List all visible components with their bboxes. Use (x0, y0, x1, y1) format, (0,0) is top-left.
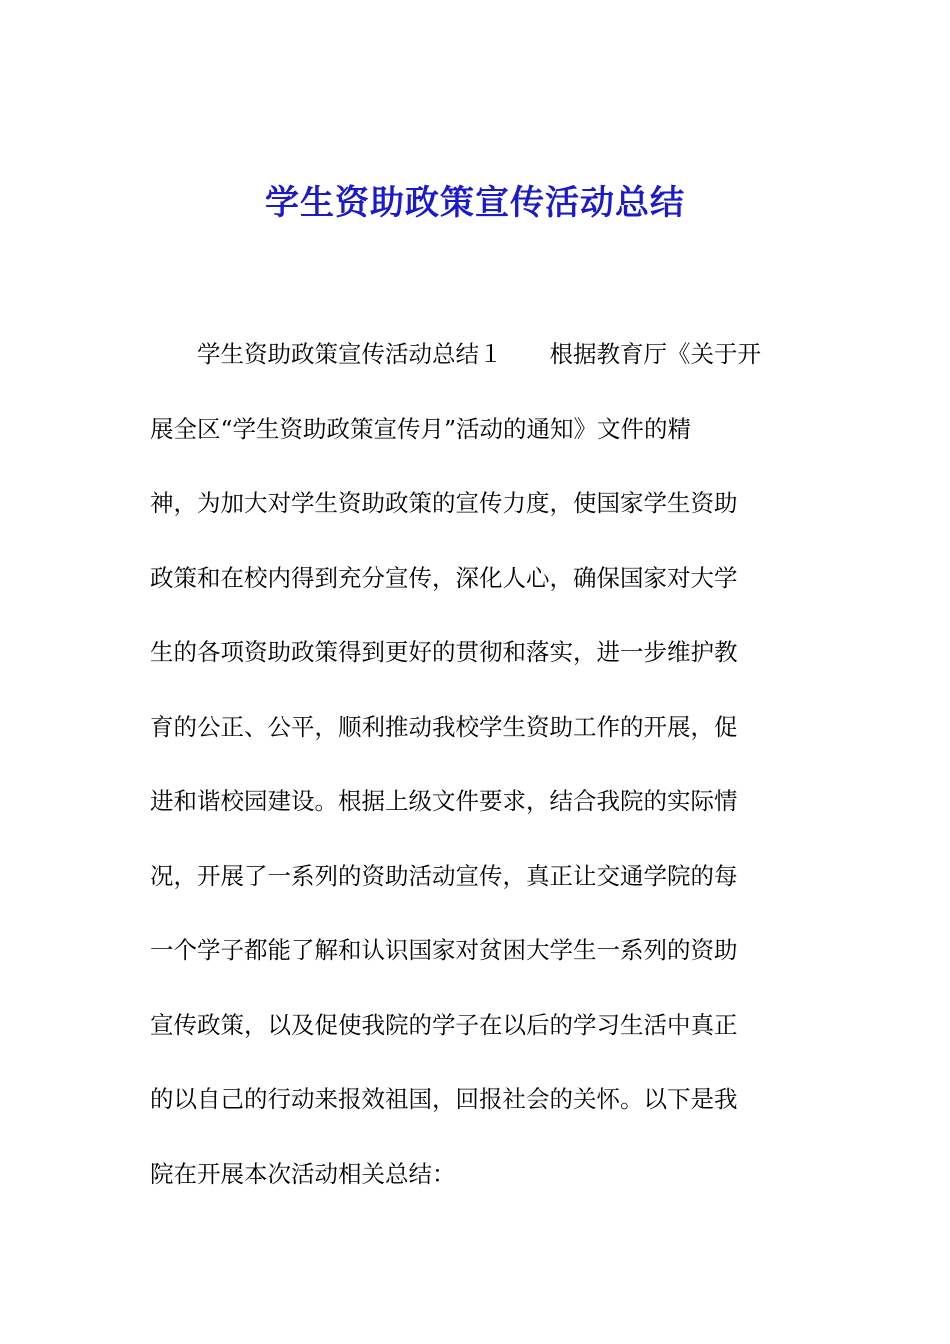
body-line: 政策和在校内得到充分宣传，深化人心，确保国家对大学 (150, 563, 738, 592)
body-line: 神，为加大对学生资助政策的宣传力度，使国家学生资助 (150, 489, 738, 517)
body-line: 育的公正、公平，顺利推动我校学生资助工作的开展，促 (150, 712, 738, 741)
body-line: 的以自己的行动来报效祖国，回报社会的关怀。以下是我 (150, 1085, 738, 1113)
body-line: 院在开展本次活动相关总结： (150, 1159, 456, 1188)
body-line: 生的各项资助政策得到更好的贯彻和落实，进一步维护教 (150, 638, 738, 666)
body-line: 学生资助政策宣传活动总结１ 根据教育厅《关于开 (150, 340, 761, 368)
document-title: 学生资助政策宣传活动总结 (265, 183, 685, 223)
document-body (150, 330, 810, 1224)
body-line: 况，开展了一系列的资助活动宣传，真正让交通学院的每 (150, 861, 738, 890)
body-line: 宣传政策，以及促使我院的学子在以后的学习生活中真正 (150, 1010, 738, 1039)
body-line: 一个学子都能了解和认识国家对贫困大学生一系列的资助 (150, 936, 738, 964)
body-line: 进和谐校园建设。根据上级文件要求，结合我院的实际情 (150, 787, 738, 815)
body-line: 展全区“学生资助政策宣传月”活动的通知》文件的精 (150, 414, 692, 443)
